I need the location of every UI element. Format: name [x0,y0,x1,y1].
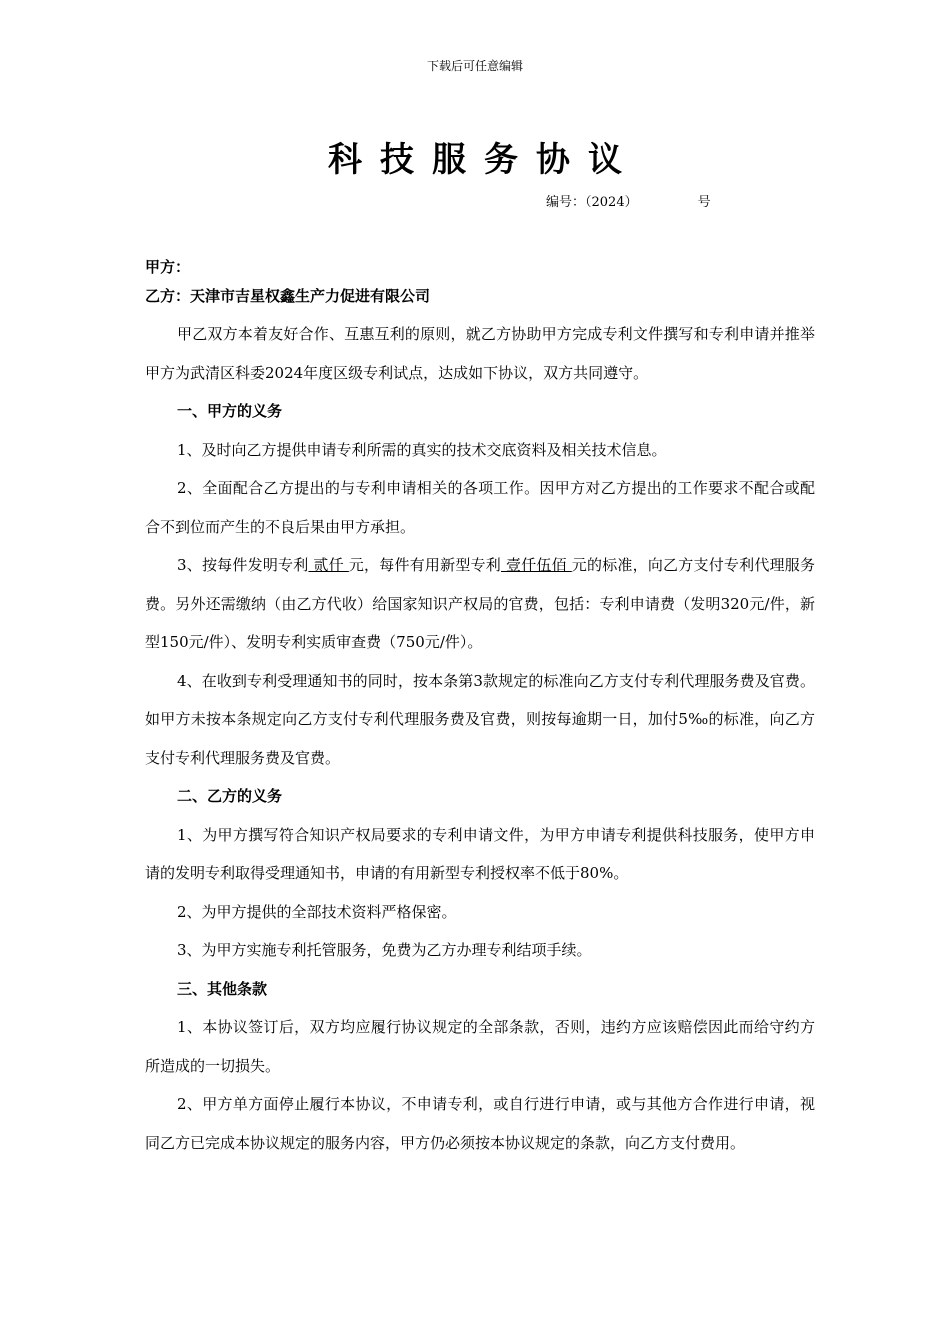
clause-1-4: 4、在收到专利受理通知书的同时，按本条第3款规定的标准向乙方支付专利代理服务费及官费。如甲方未按本条规定向乙方支付专利代理服务费及官费，则按每逾期一日，加付5‰的标准，向乙方支付专利代理服务费及官费。 [145,671,815,767]
invention-fee-fill: 贰仟 [308,556,349,574]
clause-3-1: 1、本协议签订后，双方均应履行协议规定的全部条款，否则，违约方应该赔偿因此而给守约方所造成的一切损失。 [145,1018,815,1075]
clause-2-2: 2、为甲方提供的全部技术资料严格保密。 [177,902,457,921]
clause-2-3: 3、为甲方实施专利托管服务，免费为乙方办理专利结项手续。 [177,941,592,959]
section-heading-other-terms: 三、其他条款 [177,979,268,998]
clause-1-2: 2、全面配合乙方提出的与专利申请相关的各项工作。因甲方对乙方提出的工作要求不配合或配合不到位而产生的不良后果由甲方承担。 [145,479,815,536]
document-title: 科技服务协议 [328,140,640,180]
clause-1-3-text-a: 3、按每件发明专利 [177,556,309,574]
doc-number-suffix: 号 [697,195,711,210]
doc-number-label: 编号：（2024） [546,195,638,210]
party-b: 乙方：天津市吉星权鑫生产力促进有限公司 [145,287,431,305]
clause-3-2: 2、甲方单方面停止履行本协议，不申请专利，或自行进行申请，或与其他方合作进行申请，视同乙方已完成本协议规定的服务内容，甲方仍必须按本协议规定的条款，向乙方支付费用。 [145,1095,815,1152]
clause-1-1: 1、及时向乙方提供申请专利所需的真实的技术交底资料及相关技术信息。 [177,440,667,459]
clause-1-3-text-b: 元，每件有用新型专利 [348,556,501,574]
intro-paragraph: 甲乙双方本着友好合作、互惠互利的原则，就乙方协助甲方完成专利文件撰写和专利申请并推举甲方为武清区科委2024年度区级专利试点，达成如下协议，双方共同遵守。 [145,325,815,382]
clause-1-3 [145,546,815,662]
clause-2-1: 1、为甲方撰写符合知识产权局要求的专利申请文件，为甲方申请专利提供科技服务，使甲方申请的发明专利取得受理通知书，申请的有用新型专利授权率不低于80%。 [145,825,815,882]
header-note: 下载后可任意编辑 [426,59,523,73]
agreement-body [145,253,815,1162]
utility-model-fee-fill: 壹仟伍佰 [500,556,572,574]
party-a: 甲方： [145,258,191,276]
clause-1-3-text-c: 元的标准，向乙方支付专利代理服务费。另外还需缴纳（由乙方代收）给国家知识产权局的官费，包括：专利申请费（发明320元/件，新型150元/件）、发明专利实质审查费（750元/件）。 [145,556,815,651]
section-heading-party-b-obligations: 二、乙方的义务 [177,787,283,805]
section-heading-party-a-obligations: 一、甲方的义务 [177,402,283,420]
document-number [546,191,711,210]
